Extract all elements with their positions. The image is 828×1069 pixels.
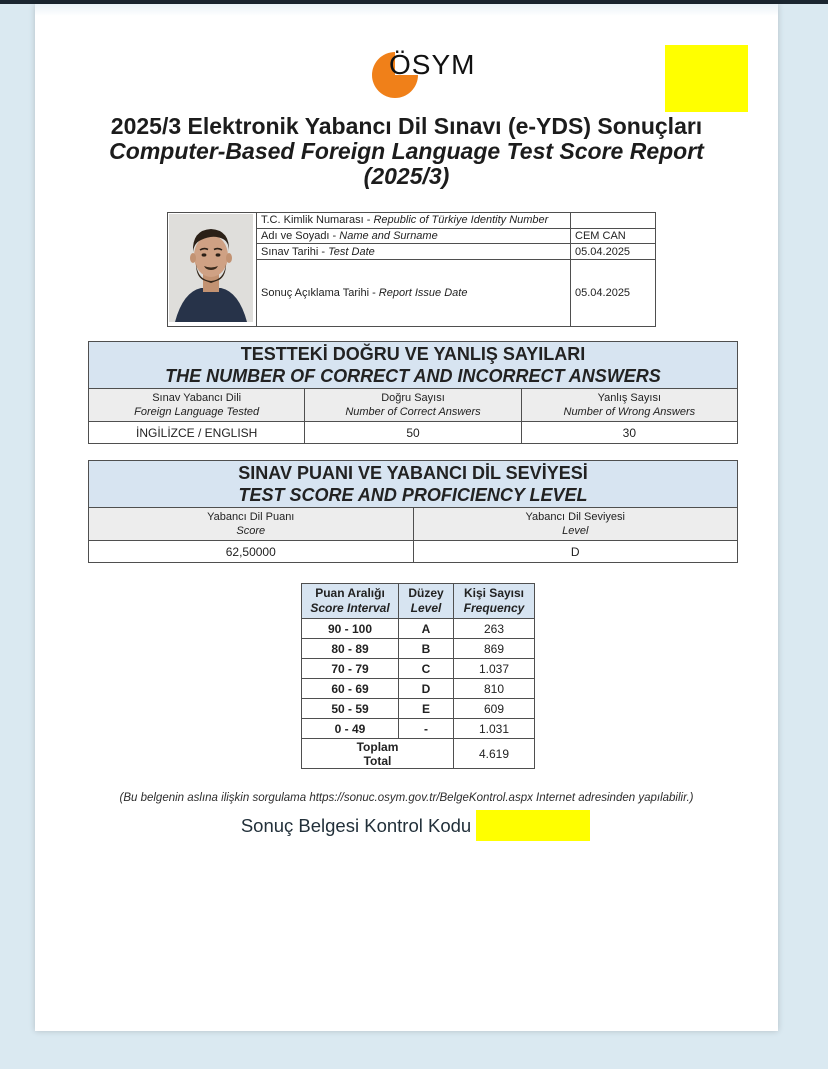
column-header-wrong (521, 389, 737, 422)
interval-value: 80 - 89 (302, 639, 399, 659)
frequency-value: 869 (454, 639, 535, 659)
osym-logo (372, 49, 502, 102)
header-english: Level (562, 525, 589, 537)
identity-table (167, 212, 656, 327)
interval-value: 0 - 49 (302, 719, 399, 739)
header-turkish: Kişi Sayısı (463, 586, 525, 600)
score-table-title (89, 461, 738, 508)
level-value: E (399, 699, 454, 719)
table-row (89, 541, 738, 563)
header-english: Foreign Language Tested (134, 406, 260, 418)
frequency-value: 263 (454, 619, 535, 639)
label-turkish: Adı ve Soyadı - (261, 230, 340, 243)
control-code-row (35, 810, 778, 841)
total-label (302, 739, 454, 769)
header-turkish: Yabancı Dil Seviyesi (525, 511, 625, 523)
table-title-row (89, 342, 738, 389)
total-label-english: Total (363, 753, 392, 768)
identity-number-value (571, 213, 656, 229)
table-title-row (89, 461, 738, 508)
identity-label (257, 244, 571, 260)
test-date-value: 05.04.2025 (571, 244, 656, 260)
title-turkish: TESTTEKİ DOĞRU VE YANLIŞ SAYILARI (240, 344, 586, 364)
interval-value: 70 - 79 (302, 659, 399, 679)
frequency-value: 609 (454, 699, 535, 719)
identity-label (257, 228, 571, 244)
label-turkish: Sonuç Açıklama Tarihi - (261, 287, 379, 300)
header-english: Frequency (463, 601, 525, 615)
control-code-label: Sonuç Belgesi Kontrol Kodu (240, 815, 472, 836)
language-value: İNGİLİZCE / ENGLISH (89, 422, 305, 444)
score-report-document (35, 4, 778, 1031)
column-header-row (302, 584, 535, 619)
level-value: B (399, 639, 454, 659)
header-english: Level (410, 601, 442, 615)
column-header-level (399, 584, 454, 619)
table-row (302, 619, 535, 639)
column-header-score (89, 508, 414, 541)
label-english: Report Issue Date (378, 287, 468, 300)
column-header-interval (302, 584, 399, 619)
frequency-value: 1.031 (454, 719, 535, 739)
level-value: A (399, 619, 454, 639)
redacted-control-code (476, 810, 590, 841)
report-issue-date-value: 05.04.2025 (571, 260, 656, 327)
candidate-photo (169, 214, 253, 322)
total-row (302, 739, 535, 769)
level-value: D (413, 541, 738, 563)
table-row (302, 639, 535, 659)
frequency-table (301, 583, 535, 769)
header-turkish: Yabancı Dil Puanı (207, 511, 295, 523)
header-turkish: Yanlış Sayısı (597, 392, 662, 404)
label-turkish: Sınav Tarihi - (261, 245, 329, 258)
header-turkish: Sınav Yabancı Dili (152, 392, 242, 404)
answers-table (88, 341, 738, 444)
title-turkish: 2025/3 Elektronik Yabancı Dil Sınavı (e-YDS) Sonuçları (110, 113, 703, 139)
column-header-level (413, 508, 738, 541)
table-row (302, 699, 535, 719)
level-value: D (399, 679, 454, 699)
title-english-line2: (2025/3) (363, 163, 450, 189)
frequency-value: 1.037 (454, 659, 535, 679)
document-title (35, 114, 778, 189)
table-row (89, 422, 738, 444)
header-english: Score Interval (310, 601, 390, 615)
interval-value: 50 - 59 (302, 699, 399, 719)
osym-logo-text: ÖSYM (389, 49, 476, 80)
table-row (302, 659, 535, 679)
label-english: Name and Surname (339, 230, 438, 243)
table-row (302, 719, 535, 739)
header-english: Number of Wrong Answers (563, 406, 696, 418)
name-value: CEM CAN (571, 228, 656, 244)
wrong-count-value: 30 (521, 422, 737, 444)
title-english-line1: Computer-Based Foreign Language Test Score Report (109, 138, 704, 164)
score-table (88, 460, 738, 563)
column-header-row (89, 389, 738, 422)
header-turkish: Düzey (408, 586, 444, 600)
frequency-value: 810 (454, 679, 535, 699)
table-row (302, 679, 535, 699)
label-turkish: T.C. Kimlik Numarası - (261, 214, 374, 227)
title-english: THE NUMBER OF CORRECT AND INCORRECT ANSWERS (165, 366, 661, 386)
identity-label (257, 260, 571, 327)
level-value: - (399, 719, 454, 739)
header-turkish: Doğru Sayısı (381, 392, 445, 404)
score-value: 62,50000 (89, 541, 414, 563)
title-turkish: SINAV PUANI VE YABANCI DİL SEVİYESİ (238, 463, 588, 483)
title-english: TEST SCORE AND PROFICIENCY LEVEL (238, 485, 588, 505)
header-english: Score (236, 525, 266, 537)
table-row (168, 213, 656, 229)
label-english: Republic of Türkiye Identity Number (373, 214, 549, 227)
interval-value: 90 - 100 (302, 619, 399, 639)
label-english: Test Date (328, 245, 375, 258)
interval-value: 60 - 69 (302, 679, 399, 699)
identity-label (257, 213, 571, 229)
header-english: Number of Correct Answers (345, 406, 481, 418)
column-header-frequency (454, 584, 535, 619)
total-label-turkish: Toplam (356, 739, 399, 754)
column-header-row (89, 508, 738, 541)
redacted-stamp-area (665, 45, 748, 112)
correct-count-value: 50 (305, 422, 521, 444)
column-header-correct (305, 389, 521, 422)
level-value: C (399, 659, 454, 679)
header-turkish: Puan Aralığı (315, 586, 385, 600)
column-header-language (89, 389, 305, 422)
total-value: 4.619 (454, 739, 535, 769)
candidate-photo-cell (168, 213, 257, 327)
verification-note: (Bu belgenin aslına ilişkin sorgulama https://sonuc.osym.gov.tr/BelgeKontrol.aspx Internet adresinden yapılabilir.) (119, 792, 694, 804)
answers-table-title (89, 342, 738, 389)
